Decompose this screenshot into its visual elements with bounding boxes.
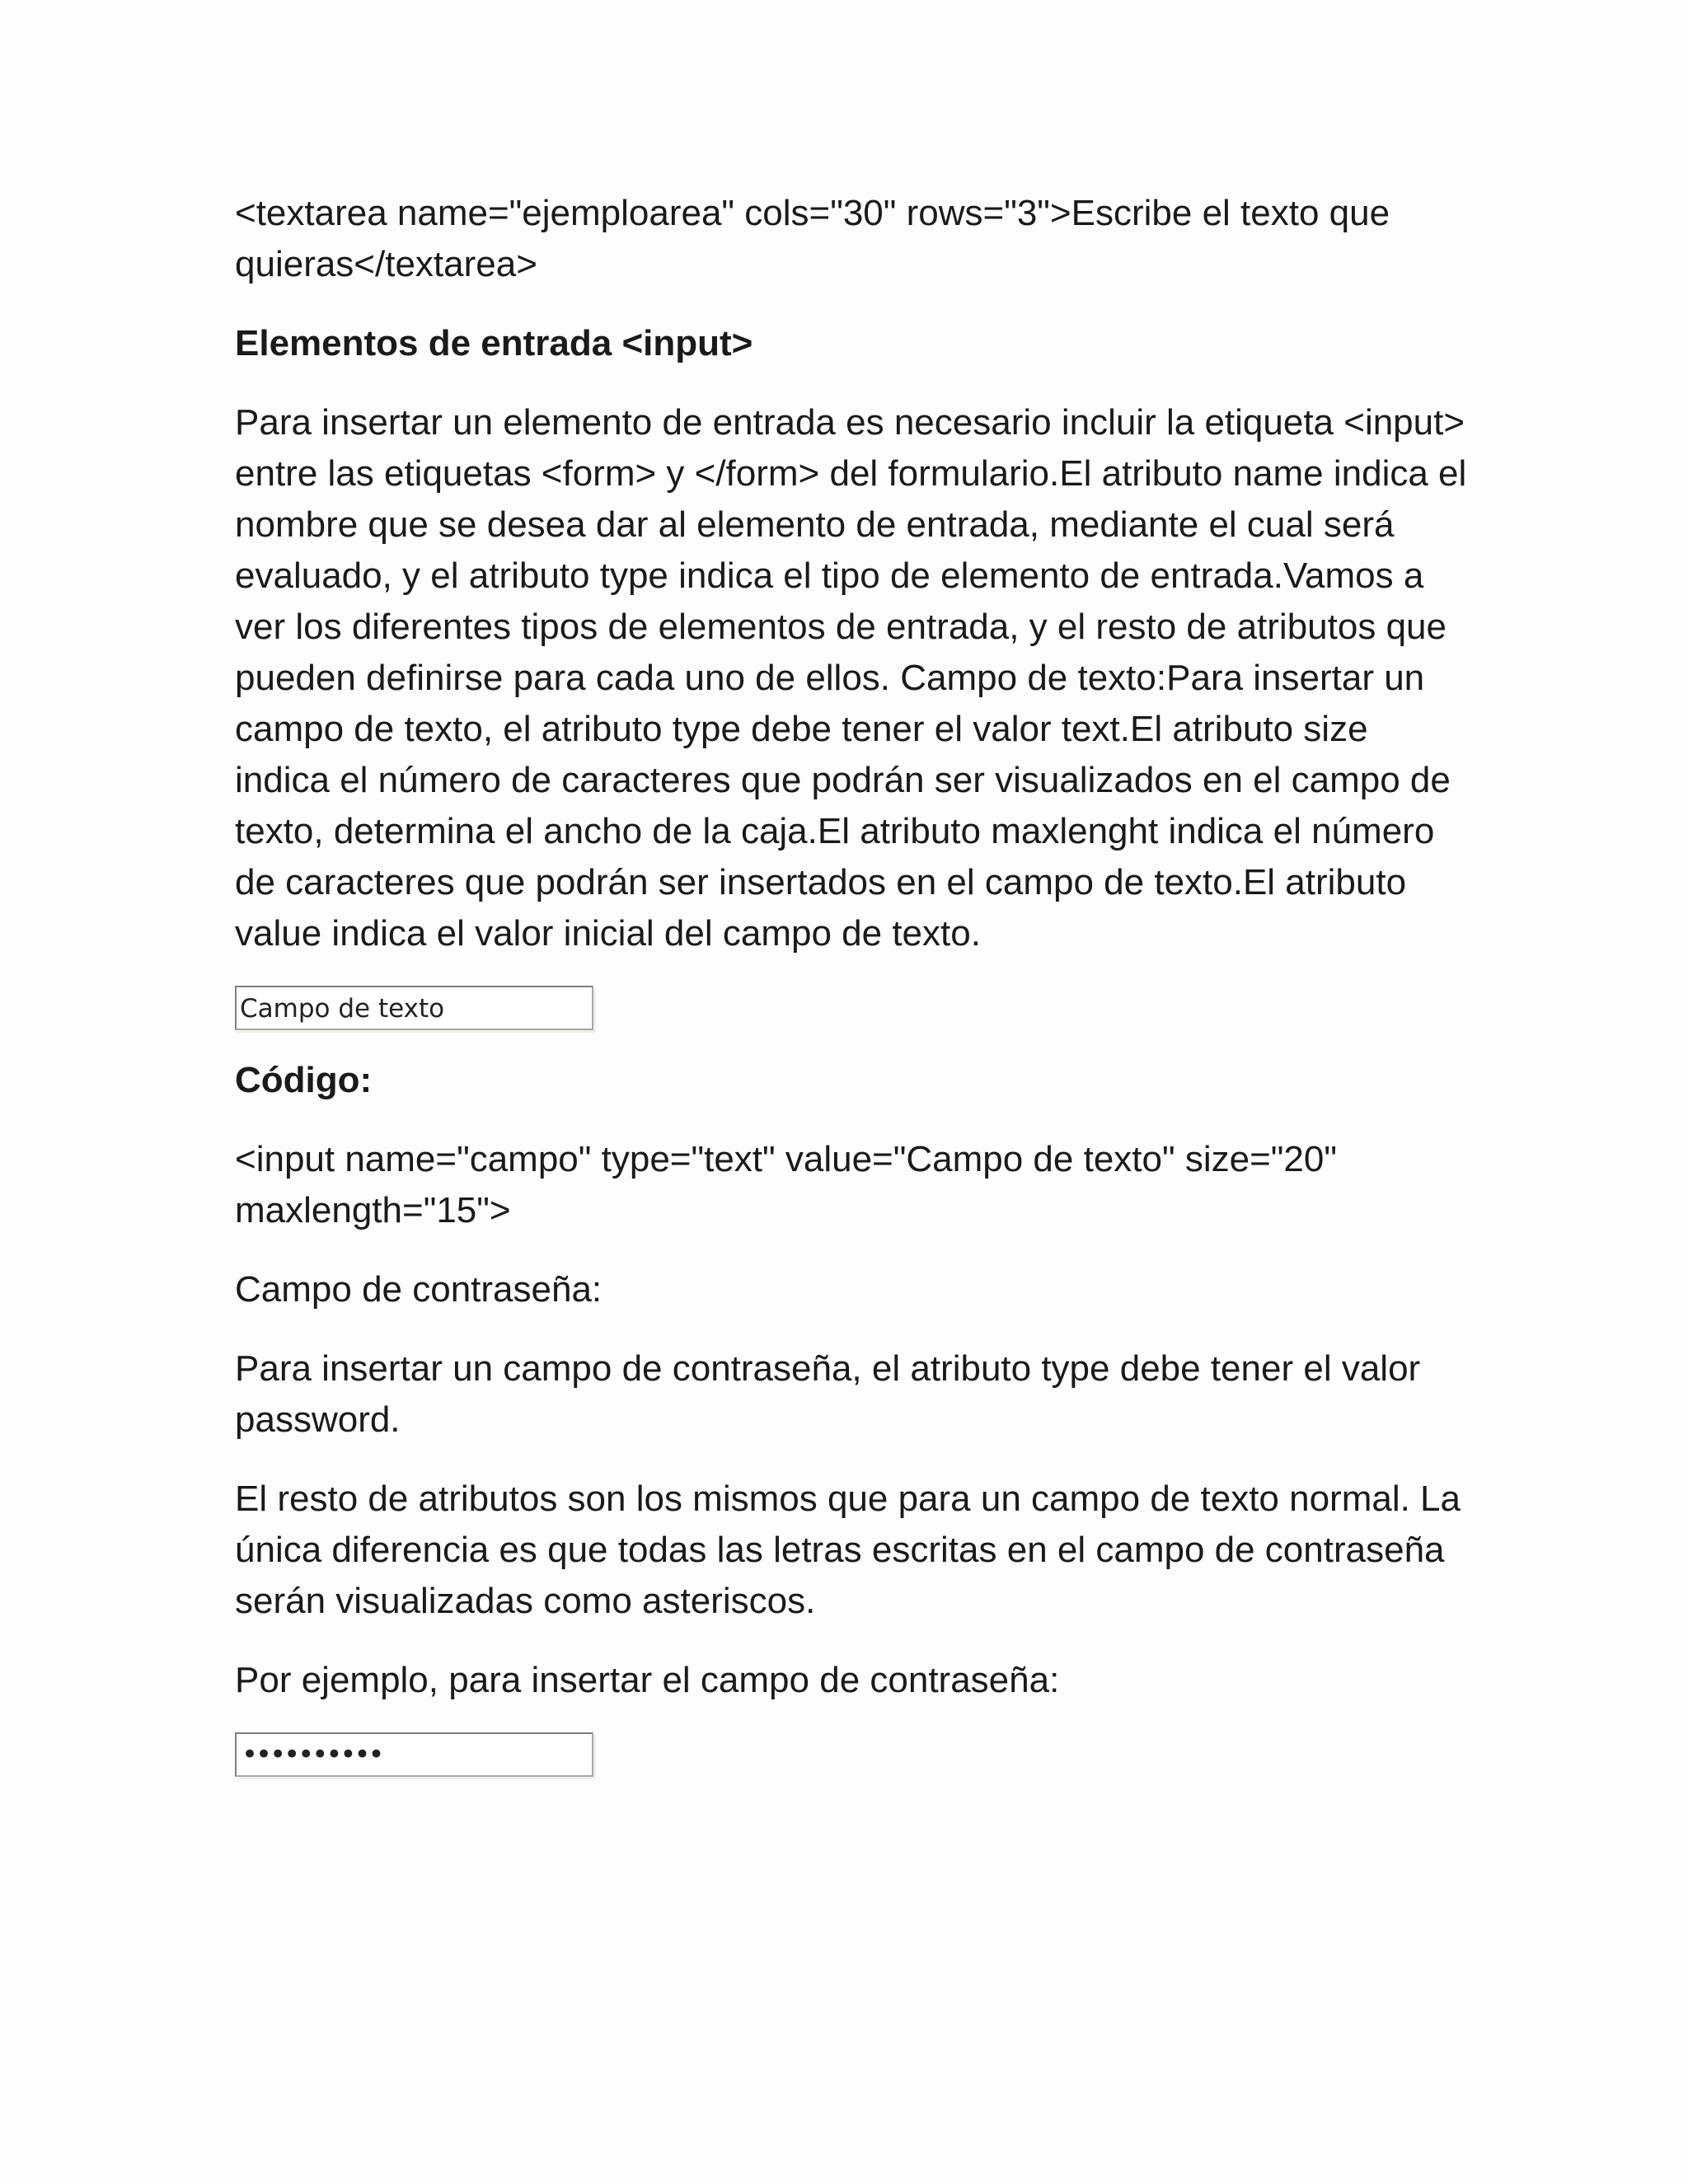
password-field-label: Campo de contraseña: <box>235 1269 603 1310</box>
password-field-example-value: •••••••••• <box>241 1738 382 1771</box>
input-elements-heading: Elementos de entrada <input> <box>235 323 753 363</box>
text-field-example <box>235 986 593 1030</box>
text-field-example-value: Campo de texto <box>240 994 445 1024</box>
password-example-paragraph: Por ejemplo, para insertar el campo de contraseña: <box>235 1660 1060 1700</box>
code-heading: Código: <box>235 1060 373 1100</box>
document-content <box>235 188 1471 1777</box>
input-intro-paragraph: Para insertar un elemento de entrada es necesario incluir la etiqueta <input> entre las etiquetas <form> y </form> del formulario.El atributo name indica el nombre que se desea dar al elemento de entrada, mediante el cual será evaluado, y el atributo type indica el tipo de elemento de entrada.Vamos a ver los diferentes tipos de elementos de entrada, y el resto de atributos que pueden definirse para cada uno de ellos. Campo de texto:Para insertar un campo de texto, el atributo type debe tener el valor text.El atributo size indica el número de caracteres que podrán ser visualizados en el campo de texto, determina el ancho de la caja.El atributo maxlenght indica el número de caracteres que podrán ser insertados en el campo de texto.El atributo value indica el valor inicial del campo de texto. <box>235 402 1467 954</box>
password-paragraph-1: Para insertar un campo de contraseña, el atributo type debe tener el valor password. <box>235 1348 1421 1440</box>
textarea-code-line: <textarea name="ejemploarea" cols="30" rows="3">Escribe el texto que quieras</textarea> <box>235 193 1390 284</box>
password-paragraph-2: El resto de atributos son los mismos que para un campo de texto normal. La única diferencia es que todas las letras escritas en el campo de contraseña serán visualizadas como asteriscos. <box>235 1479 1461 1621</box>
password-field-example <box>235 1732 593 1777</box>
input-code-line: <input name="campo" type="text" value="Campo de texto" size="20" maxlength="15"> <box>235 1139 1337 1230</box>
